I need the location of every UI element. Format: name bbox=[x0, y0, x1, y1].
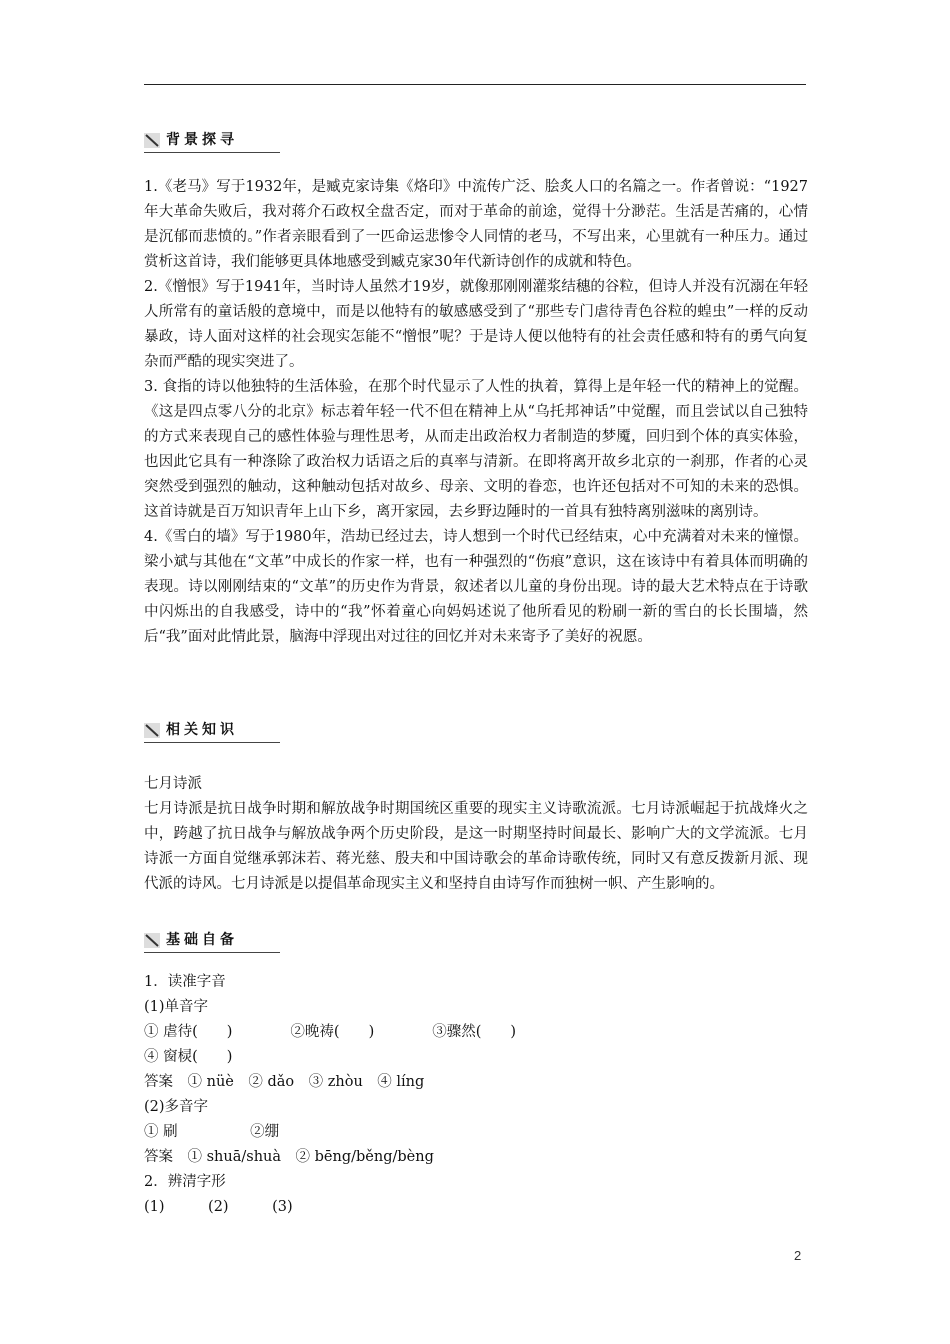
corner-slash-icon bbox=[144, 933, 160, 948]
basics-line: (2)多音字 bbox=[144, 1099, 209, 1115]
section-header-related bbox=[144, 720, 280, 743]
section-title: 背景探寻 bbox=[166, 132, 238, 148]
section-header-basics bbox=[144, 930, 280, 953]
corner-slash-icon bbox=[144, 723, 160, 738]
basics-line: (1) (2) (3) bbox=[144, 1199, 293, 1215]
paragraph: 4.《雪白的墙》写于1980年，浩劫已经过去，诗人想到一个时代已经结束，心中充满着对未来的憧憬。梁小斌与其他在“文革”中成长的作家一样，也有一种强烈的“伤痕”意识，这在该诗中有着具体而明确的表现。诗以刚刚结束的“文革”的历史作为背景，叙述者以儿童的身份出现。诗的最大艺术特点在于诗歌中闪烁出的自我感受，诗中的“我”怀着童心向妈妈述说了他所看见的粉刷一新的雪白的长长围墙，然后“我”面对此情此景，脑海中浮现出对过往的回忆并对未来寄予了美好的祝愿。 bbox=[144, 529, 808, 645]
top-rule bbox=[144, 84, 806, 85]
related-heading: 七月诗派 bbox=[144, 776, 202, 792]
basics-line: ① 虐待( ) ②晚祷( ) ③骤然( ) bbox=[144, 1024, 517, 1040]
background-text bbox=[144, 175, 808, 650]
paragraph: 2.《憎恨》写于1941年，当时诗人虽然才19岁，就像那刚刚灌浆结穗的谷粒，但诗人并没有沉溺在年轻人所常有的童话般的意境中，而是以他特有的敏感感受到了“那些专门虐待青色谷粒的蝗虫”一样的反动暴政，诗人面对这样的社会现实怎能不“憎恨”呢？于是诗人便以他特有的社会责任感和特有的勇气向复杂而严酷的现实突进了。 bbox=[144, 279, 808, 370]
corner-slash-icon bbox=[144, 133, 160, 148]
related-text bbox=[144, 772, 808, 897]
paragraph: 1.《老马》写于1932年，是臧克家诗集《烙印》中流传广泛、脍炙人口的名篇之一。作者曾说：“1927年大革命失败后，我对蒋介石政权全盘否定，而对于革命的前途，觉得十分渺茫。生活是苦痛的，心情是沉郁而悲愤的。”作者亲眼看到了一匹命运悲惨令人同情的老马，不写出来，心里就有一种压力。通过赏析这首诗，我们能够更具体地感受到臧克家30年代新诗创作的成就和特色。 bbox=[144, 179, 808, 270]
section-title: 基础自备 bbox=[166, 932, 238, 948]
page-number: 2 bbox=[794, 1248, 802, 1263]
section-title: 相关知识 bbox=[166, 722, 238, 738]
basics-line: (1)单音字 bbox=[144, 999, 209, 1015]
basics-line: 1．读准字音 bbox=[144, 974, 226, 990]
basics-line: ④ 窗棂( ) bbox=[144, 1049, 233, 1065]
answer-line: 答案 ① shuā/shuà ② bēng/běng/bèng bbox=[144, 1149, 434, 1165]
section-header-background bbox=[144, 130, 280, 153]
basics-line: 2．辨清字形 bbox=[144, 1174, 226, 1190]
paragraph: 3. 食指的诗以他独特的生活体验，在那个时代显示了人性的执着，算得上是年轻一代的精神上的觉醒。《这是四点零八分的北京》标志着年轻一代不但在精神上从“乌托邦神话”中觉醒，而且尝试以自己独特的方式来表现自己的感性体验与理性思考，从而走出政治权力者制造的梦魇，回归到个体的真实体验，也因此它具有一种涤除了政治权力话语之后的真率与清新。在即将离开故乡北京的一刹那，作者的心灵突然受到强烈的触动，这种触动包括对故乡、母亲、文明的眷恋，也许还包括对不可知的未来的恐惧。这首诗就是百万知识青年上山下乡，离开家园，去乡野边陲时的一首具有独特离别滋味的离别诗。 bbox=[144, 379, 808, 520]
answer-line: 答案 ① nüè ② dǎo ③ zhòu ④ líng bbox=[144, 1074, 425, 1090]
basics-line: ① 刷 ②绷 bbox=[144, 1124, 280, 1140]
paragraph: 七月诗派是抗日战争时期和解放战争时期国统区重要的现实主义诗歌流派。七月诗派崛起于抗战烽火之中，跨越了抗日战争与解放战争两个历史阶段，是这一时期坚持时间最长、影响广大的文学流派。七月诗派一方面自觉继承郭沫若、蒋光慈、殷夫和中国诗歌会的革命诗歌传统，同时又有意反拨新月派、现代派的诗风。七月诗派是以提倡革命现实主义和坚持自由诗写作而独树一帜、产生影响的。 bbox=[144, 801, 808, 892]
